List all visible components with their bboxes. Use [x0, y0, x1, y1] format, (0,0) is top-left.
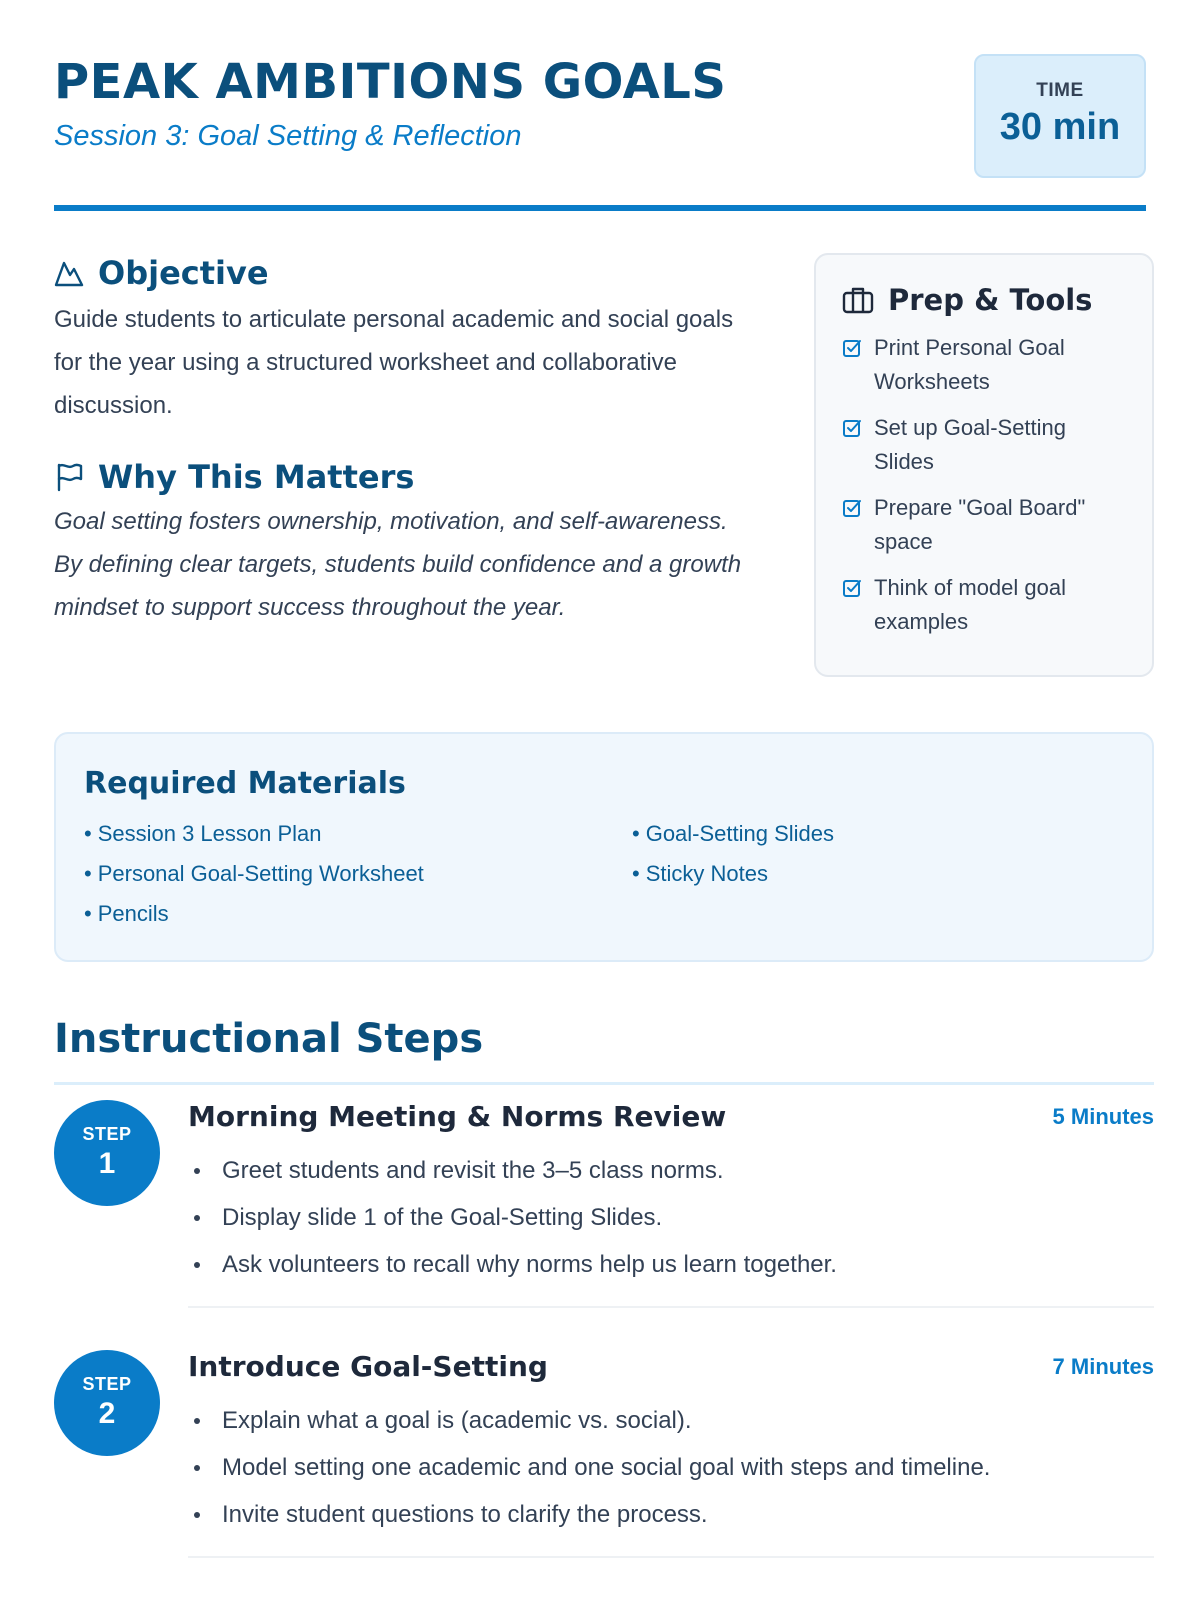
- step-number: 2: [98, 1397, 116, 1430]
- prep-tools-card: [814, 253, 1154, 677]
- step-body: [188, 1100, 1154, 1308]
- step-body: [188, 1350, 1154, 1558]
- prep-item: [842, 491, 1126, 559]
- materials-list: [84, 821, 1124, 927]
- mountain-icon: [54, 259, 84, 287]
- prep-list: [842, 331, 1126, 639]
- prep-heading-text: Prep & Tools: [888, 283, 1093, 317]
- step-bullet: Explain what a goal is (academic vs. social).: [188, 1397, 1154, 1444]
- step-bullet: Greet students and revisit the 3–5 class norms.: [188, 1147, 1154, 1194]
- material-item: • Personal Goal-Setting Worksheet: [84, 861, 632, 887]
- step-bullet: Invite student questions to clarify the process.: [188, 1491, 1154, 1538]
- step-bullets: [188, 1147, 1154, 1288]
- step-word: STEP: [82, 1374, 132, 1394]
- steps-heading: Instructional Steps: [54, 1016, 484, 1062]
- prep-item-label: Think of model goal examples: [874, 575, 1066, 634]
- why-heading: [54, 458, 754, 496]
- material-item: • Goal-Setting Slides: [632, 821, 1112, 847]
- step-badge: [54, 1350, 160, 1456]
- materials-heading: Required Materials: [84, 766, 406, 801]
- page-title: PEAK AMBITIONS GOALS: [54, 54, 727, 110]
- checkbox-icon: [842, 578, 862, 598]
- time-value: 30 min: [999, 106, 1121, 148]
- step-title: Morning Meeting & Norms Review: [188, 1100, 727, 1133]
- prep-item: [842, 331, 1126, 399]
- step-number: 1: [98, 1147, 116, 1180]
- step-duration: 5 Minutes: [1052, 1104, 1154, 1129]
- objective-heading-text: Objective: [98, 254, 269, 292]
- steps-divider: [54, 1082, 1154, 1085]
- step-bullet: Ask volunteers to recall why norms help us learn together.: [188, 1241, 1154, 1288]
- prep-item-label: Set up Goal-Setting Slides: [874, 415, 1067, 474]
- material-item: • Sticky Notes: [632, 861, 1112, 887]
- step-bullet: Display slide 1 of the Goal-Setting Slides.: [188, 1194, 1154, 1241]
- step-duration: 7 Minutes: [1052, 1354, 1154, 1379]
- objective-text: Guide students to articulate personal academic and social goals for the year using a structured worksheet and collaborative discussion.: [54, 306, 734, 419]
- objective-heading: [54, 254, 754, 292]
- step-badge: [54, 1100, 160, 1206]
- flag-icon: [54, 462, 84, 492]
- why-text: Goal setting fosters ownership, motivation, and self-awareness. By defining clear targets, students build confidence and a growth mindset to support success throughout the year.: [54, 508, 742, 621]
- time-badge: [974, 54, 1146, 178]
- page-subtitle: Session 3: Goal Setting & Reflection: [54, 120, 522, 152]
- prep-item: [842, 571, 1126, 639]
- time-label: TIME: [1036, 80, 1084, 101]
- prep-item-label: Print Personal Goal Worksheets: [874, 335, 1065, 394]
- header: [54, 0, 1146, 211]
- materials-card: [54, 732, 1154, 962]
- step-bullets: [188, 1397, 1154, 1538]
- material-item: • Session 3 Lesson Plan: [84, 821, 632, 847]
- why-heading-text: Why This Matters: [98, 458, 415, 496]
- checkbox-icon: [842, 418, 862, 438]
- step-bullet: Model setting one academic and one social goal with steps and timeline.: [188, 1444, 1154, 1491]
- step-word: STEP: [82, 1124, 132, 1144]
- material-item: • Pencils: [84, 901, 632, 927]
- checkbox-icon: [842, 338, 862, 358]
- step-title: Introduce Goal-Setting: [188, 1350, 548, 1383]
- prep-heading: [842, 283, 1126, 317]
- prep-item: [842, 411, 1126, 479]
- checkbox-icon: [842, 498, 862, 518]
- why-section: [54, 458, 754, 629]
- objective-section: [54, 254, 754, 427]
- briefcase-icon: [842, 286, 874, 314]
- prep-item-label: Prepare "Goal Board" space: [874, 495, 1086, 554]
